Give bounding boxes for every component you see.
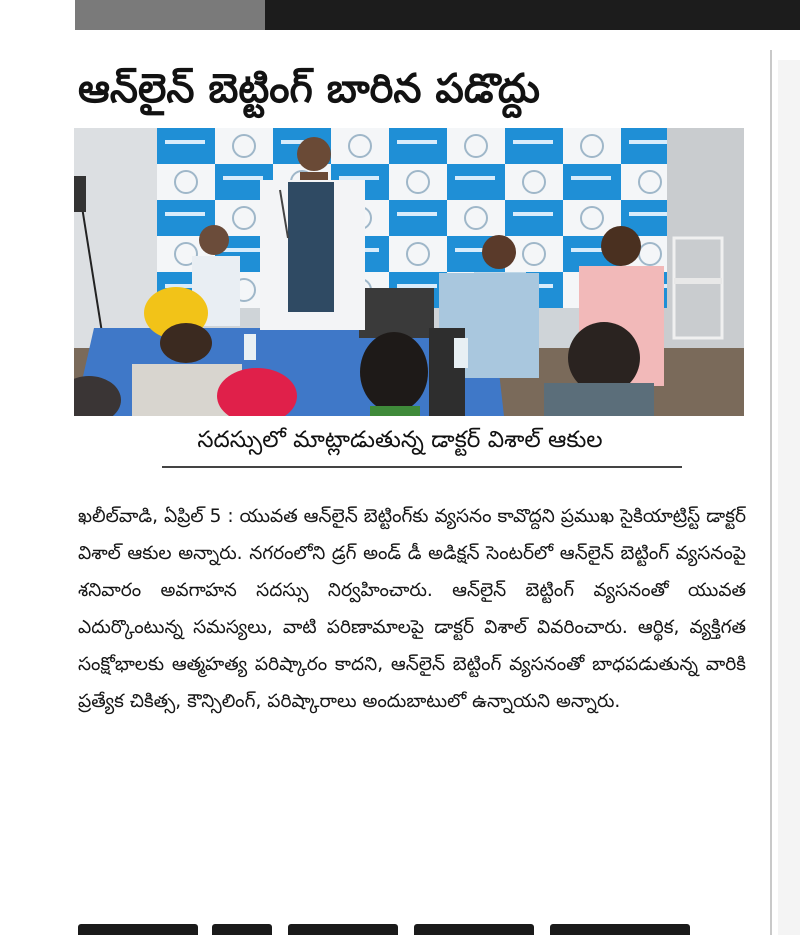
next-article-headline-partial <box>78 918 698 935</box>
photo-caption: సదస్సులో మాట్లాడుతున్న డాక్టర్ విశాల్ ఆకుల <box>197 427 603 453</box>
caption-underline <box>162 466 682 468</box>
article-paragraph: ఖలీల్‌వాడి, ఏప్రిల్ 5 : యువత ఆన్‌లైన్ బెట్టింగ్‌కు వ్యసనం కావొద్దని ప్రముఖ సైకియాట్రిస్ట్ డాక్టర్ విశాల్ ఆకుల అన్నారు. నగరంలోని డ్రగ్ అండ్ డీ అడిక్షన్ సెంటర్‌లో ఆన్‌లైన్ బెట్టింగ్ వ్యసనంపై శనివారం అవగాహన సదస్సు నిర్వహించారు. ఆన్‌లైన్ బెట్టింగ్ వ్యసనంతో యువత ఎదుర్కొంటున్న సమస్యలు, వాటి పరిణామాలపై డాక్టర్ విశాల్ వివరించారు. ఆర్థిక, వ్యక్తిగత సంక్షోభాలకు ఆత్మహత్య పరిష్కారం కాదని, ఆన్‌లైన్ బెట్టింగ్ వ్యసనంతో బాధపడుతున్న వారికి ప్రత్యేక చికిత్స, కౌన్సిలింగ్, పరిష్కారాలు అందుబాటులో ఉన్నాయని అన్నారు. <box>78 506 746 712</box>
masthead-bar-gray <box>75 0 265 30</box>
column-divider <box>770 50 772 935</box>
event-photo-illustration <box>74 128 744 416</box>
adjacent-column-edge <box>778 60 800 935</box>
article-photo <box>74 128 744 416</box>
masthead-bar-black <box>265 0 800 30</box>
article-headline: ఆన్‌లైన్ బెట్టింగ్ బారిన పడొద్దు <box>78 66 540 112</box>
article-body <box>78 498 746 720</box>
